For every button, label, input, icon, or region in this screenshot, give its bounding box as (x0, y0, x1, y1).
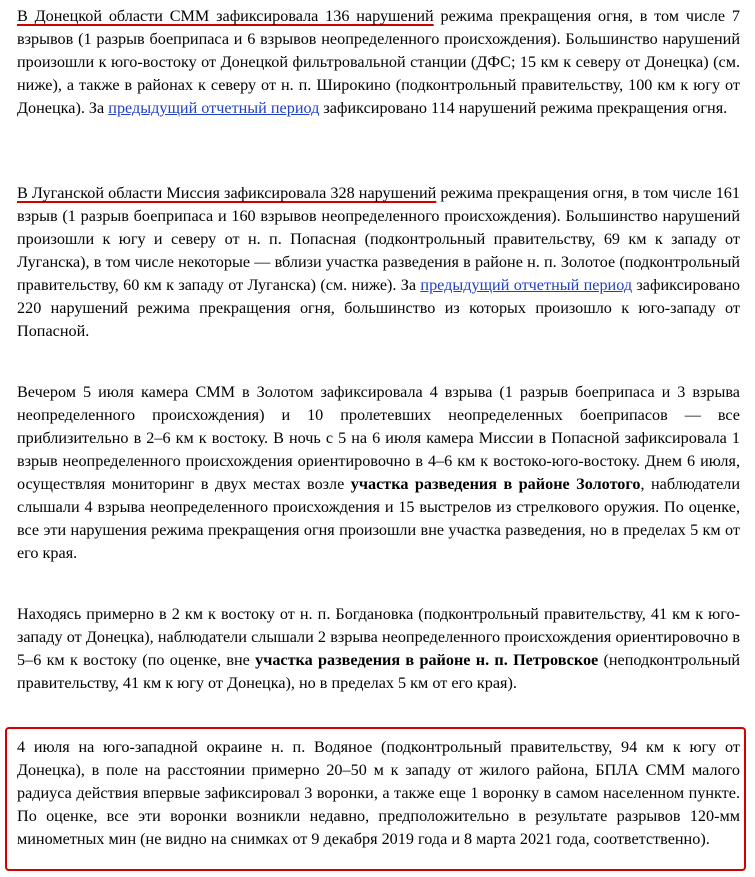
bold-term-petrovske-area: участка разведения в районе н. п. Петровское (255, 651, 599, 669)
paragraph-bohdanivka (17, 603, 740, 695)
highlighted-phrase-donetsk: В Донецкой области СММ зафиксировала 136 нарушений (17, 7, 434, 25)
paragraph-zolote (17, 381, 740, 565)
bold-term-zolote-area: участка разведения в районе Золотого (350, 475, 641, 493)
paragraph-text: зафиксировано 220 нарушений режима прекращения огня, большинство из которых произошло к юго-западу от Попасной. (17, 276, 741, 340)
paragraph-text: режима прекращения огня, в том числе 7 взрывов (1 разрыв боеприпаса и 6 взрывов неопределенного происхождения). Большинство нарушений произошли к юго-востоку от Донецкой фильтровальной станции (ДФС; 15 км к северу от Донецка) (см. ниже), а также в районах к северу от н. п. Широкино (подконтрольный правительству, 100 км к югу от Донецка). За (17, 7, 740, 117)
paragraph-text: зафиксировано 114 нарушений режима прекращения огня. (319, 99, 728, 117)
paragraph-text: режима прекращения огня, в том числе 161 взрыв (1 разрыв боеприпаса и 160 взрывов неопределенного происхождения). Большинство нарушений произошли к югу и северу от н. п. Попасная (подконтрольный правительству, 69 км к западу от Луганска), в том числе некоторые — вблизи участка разведения в районе н. п. Золотое (подконтрольный правительству, 60 км к западу от Луганска) (см. ниже). За (17, 184, 740, 294)
previous-period-link[interactable]: предыдущий отчетный период (420, 276, 633, 294)
paragraph-text: , наблюдатели слышали 4 взрыва неопределенного происхождения и 15 выстрелов из стрелкового оружия. По оценке, все эти нарушения режима прекращения огня произошли вне участка разведения, но в пределах 5 км от его края. (17, 475, 741, 562)
paragraph-luhansk (17, 182, 740, 343)
paragraph-text: (неподконтрольный правительству, 41 км к югу от Донецка), но в пределах 5 км от его края). (17, 651, 740, 692)
paragraph-vodiane (17, 736, 740, 851)
paragraph-donetsk (17, 5, 740, 120)
previous-period-link[interactable]: предыдущий отчетный период (108, 99, 320, 117)
paragraph-text: 4 июля на юго-западной окраине н. п. Водяное (подконтрольный правительству, 94 км к югу от Донецка), в поле на расстоянии примерно 20–50 м к западу от жилого района, БПЛА СММ малого радиуса действия впервые зафиксировал 3 воронки, а также еще 1 воронку в самом населенном пункте. По оценке, все эти воронки возникли недавно, предположительно в результате разрывов 120-мм минометных мин (не видно на снимках от 9 декабря 2019 года и 8 марта 2021 года, соответственно). (17, 738, 740, 848)
highlighted-phrase-luhansk: В Луганской области Миссия зафиксировала 328 нарушений (17, 184, 437, 202)
paragraph-text: Находясь примерно в 2 км к востоку от н. п. Богдановка (подконтрольный правительству, 41 км к юго-западу от Донецка), наблюдатели слышали 2 взрыва неопределенного происхождения ориентировочно в 5–6 км к востоку (по оценке, вне (17, 605, 740, 669)
paragraph-text: Вечером 5 июля камера СММ в Золотом зафиксировала 4 взрыва (1 разрыв боеприпаса и 3 взрыва неопределенного происхождения) и 10 пролетевших неопределенных боеприпасов — все приблизительно в 2–6 км к востоку. В ночь с 5 на 6 июля камера Миссии в Попасной зафиксировала 1 взрыв неопределенного происхождения ориентировочно в 4–6 км к востоко-юго-востоку. Днем 6 июля, осуществляя мониторинг в двух местах возле (17, 383, 740, 493)
